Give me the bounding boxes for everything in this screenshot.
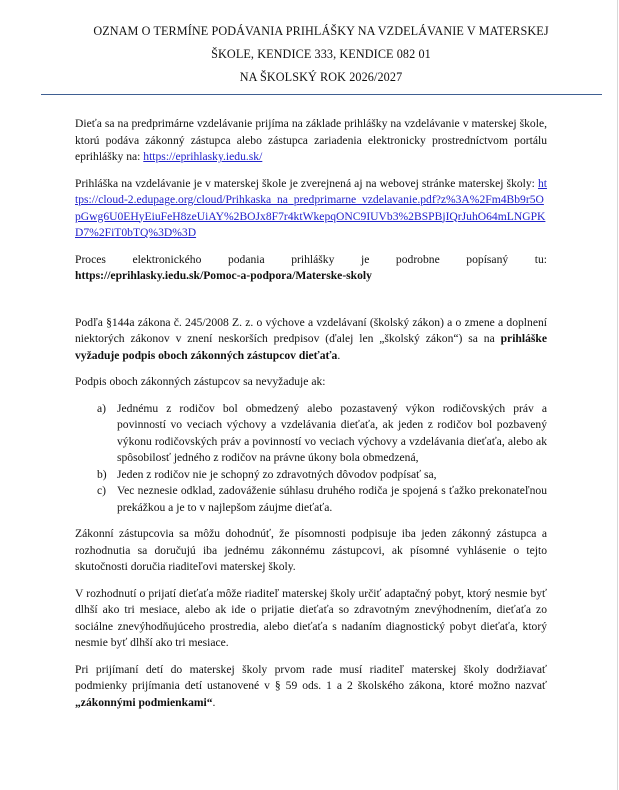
paragraph-eprihlasky <box>75 116 547 166</box>
spacer <box>75 295 547 315</box>
paragraph-text: Proces elektronického podania prihlášky je podrobne popísaný tu: <box>75 252 547 266</box>
list-item-text: Jednému z rodičov bol obmedzený alebo pozastavený výkon rodičovských práv a povinností vo veciach výchovy a vzdelávania dieťaťa, ak jeden z rodičov bol pozbavený výkonu rodičovských práv a povinností vo veciach výchovy a vzdelávania dieťaťa, alebo ak spôsobilosť jedného z rodičov na právne úkony bola obmedzená, <box>117 401 547 464</box>
paragraph-web-form <box>75 176 547 242</box>
eprihlasky-link[interactable]: https://eprihlasky.iedu.sk/ <box>143 150 263 163</box>
list-item <box>97 467 547 484</box>
prihlaska-pdf-link[interactable]: https://cloud-2.edupage.org/cloud/Prihkaska_na_predprimarne_vzdelavanie.pdf?z%3A%2Fm4Bb9r5OpGwg6U0EHyEiuFeH8zeUiAY%2BOJx8F7r4ktWkepqONC9IUVb3%2BSPBjIQrJuhO64mLNGPKD7%2FiT0bTQ%3D%3D <box>75 176 548 239</box>
title-line-2: ŠKOLE, KENDICE 333, KENDICE 082 01 <box>211 47 431 61</box>
list-marker: b) <box>97 467 107 481</box>
paragraph-law-reference <box>75 315 547 365</box>
paragraph-text: Dieťa sa na predprimárne vzdelávanie prijíma na základe prihlášky na vzdelávanie v materskej škole, ktorú podáva zákonný zástupca alebo zástupca zariadenia elektronicky prostredníctvom portálu eprihlášky na: <box>75 117 547 163</box>
paragraph-adaptation-stay: V rozhodnutí o prijatí dieťaťa môže riaditeľ materskej školy určiť adaptačný pobyt, ktorý nesmie byť dlhší ako tri mesiace, alebo ak ide o prijatie dieťaťa so zdravotným znevýhodnením, dieťaťa zo sociálne znevýhodňujúceho prostredia, alebo dieťaťa s nadaním diagnostický pobyt dieťaťa, ktorý nesmie byť dlhší ako tri mesiace. <box>75 586 547 649</box>
emphasis-legal-conditions: „zákonnými podmienkami“ <box>75 695 213 709</box>
document-header <box>40 20 602 89</box>
document-body <box>75 116 547 721</box>
list-item-text: Jeden z rodičov nie je schopný zo zdravotných dôvodov podpísať sa, <box>117 467 437 481</box>
paragraph-exceptions-intro: Podpis oboch zákonných zástupcov sa nevyžaduje ak: <box>75 375 326 388</box>
header-divider <box>41 94 602 95</box>
list-item <box>97 483 547 516</box>
paragraph-end: . <box>337 348 341 362</box>
paragraph-text: Pri prijímaní detí do materskej školy prvom rade musí riaditeľ materskej školy dodržiavať podmienky prijímania detí ustanovené v § 59 ods. 1 a 2 školského zákona, ktoré možno nazvať <box>75 662 547 692</box>
paragraph-process-help <box>75 252 547 285</box>
title-line-1: OZNAM O TERMÍNE PODÁVANIA PRIHLÁŠKY NA VZDELÁVANIE V MATERSKEJ <box>93 24 549 38</box>
title-line-3: NA ŠKOLSKÝ ROK 2026/2027 <box>239 70 403 84</box>
exceptions-list <box>75 401 547 517</box>
paragraph-admission-conditions <box>75 662 547 712</box>
list-item <box>97 401 547 467</box>
list-item-text: Vec neznesie odklad, zadováženie súhlasu druhého rodiča je spojená s ťažko prekonateľnou prekážkou a je to v najlepšom záujme dieťaťa. <box>117 484 547 514</box>
list-marker: a) <box>97 401 107 415</box>
paragraph-agreement: Zákonní zástupcovia sa môžu dohodnúť, že písomnosti podpisuje iba jeden zákonný zástupca a rozhodnutia sa doručujú iba jednému zákonnému zástupcovi, ak písomné vyhlásenie o tejto skutočnosti doručia riaditeľovi materskej školy. <box>75 527 547 573</box>
help-url-text: https://eprihlasky.iedu.sk/Pomoc-a-podpora/Materske-skoly <box>75 269 372 282</box>
paragraph-text: Prihláška na vzdelávanie je v materskej škole je zverejnená aj na webovej stránke materskej školy: <box>75 176 535 190</box>
paragraph-end: . <box>212 695 216 709</box>
emphasis-signature-requirement: prihláške vyžaduje podpis oboch zákonných zástupcov dieťaťa <box>75 332 547 362</box>
list-marker: c) <box>97 484 107 497</box>
paragraph-text: Podľa §144a zákona č. 245/2008 Z. z. o výchove a vzdelávaní (školský zákon) a o zmene a doplnení niektorých zákonov v znení neskorších predpisov (ďalej len „školský zákon“) sa na <box>75 315 547 345</box>
